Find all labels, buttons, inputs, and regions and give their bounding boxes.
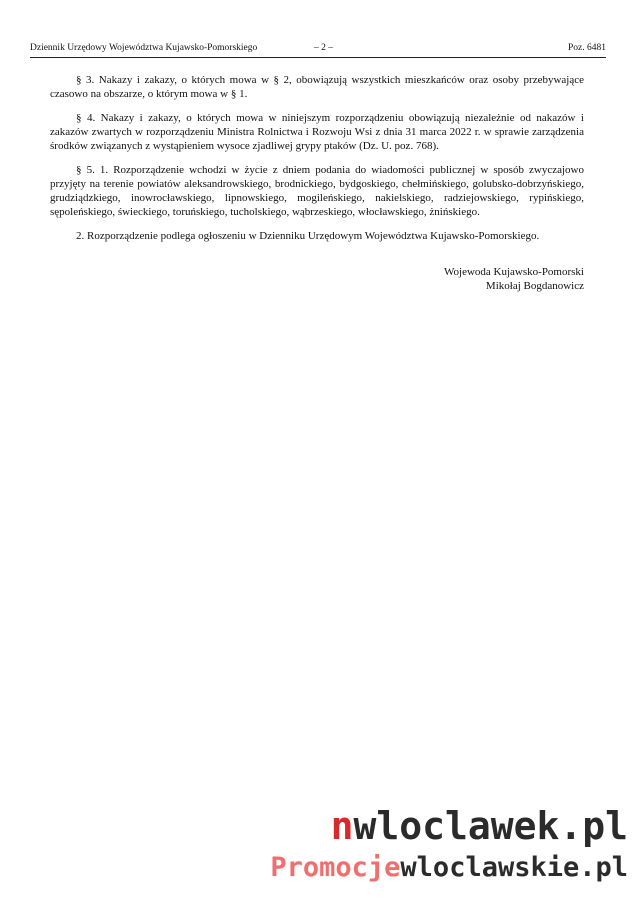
watermark-line-2 [268,852,628,884]
paragraph-section-4: § 4. Nakazy i zakazy, o których mowa w niniejszym rozporządzeniu obowiązują niezależnie od nakazów i zakazów zwartych w rozporządzeniu Ministra Rolnictwa i Rozwoju Wsi z dnia 31 marca 2022 r. w sprawie zarządzenia środków związanych z wystąpieniem wysoce zjadliwej grypy ptaków (Dz. U. poz. 768). [50,112,584,152]
document-body [50,73,584,293]
header-divider [30,57,606,58]
signature-block [50,265,584,293]
signatory-title: Wojewoda Kujawsko-Pomorski [444,266,584,278]
paragraph-section-3: § 3. Nakazy i zakazy, o których mowa w § 2, obowiązują wszystkich mieszkańców oraz osoby przebywające czasowo na obszarze, o którym mowa w § 1. [50,74,584,100]
signatory-name: Mikołaj Bogdanowicz [485,280,584,292]
watermark-line-2-text: wloclawskie.pl [400,852,628,883]
position-number: Poz. 6481 [568,43,606,53]
journal-title: Dziennik Urzędowy Województwa Kujawsko-Pomorskiego [30,43,258,53]
watermark-line-2-accent: Promocje [270,852,401,883]
page-header [30,40,606,56]
paragraph-section-5-2: 2. Rozporządzenie podlega ogłoszeniu w Dzienniku Urzędowym Województwa Kujawsko-Pomorskiego. [76,230,540,242]
watermark [268,806,628,884]
watermark-line-1-text: wloclawek.pl [353,804,628,848]
watermark-line-1 [268,806,628,846]
paragraph-section-5-1: § 5. 1. Rozporządzenie wchodzi w życie z dniem podania do wiadomości publicznej w sposób zwyczajowo przyjęty na terenie powiatów aleksandrowskiego, brodnickiego, bydgoskiego, chełmińskiego, golubsko-dobrzyńskiego, grudziądzkiego, inowrocławskiego, lipnowskiego, mogileńskiego, nakielskiego, radziejowskiego, rypińskiego, sępoleńskiego, świeckiego, toruńskiego, tucholskiego, wąbrzeskiego, włocławskiego, żnińskiego. [50,164,584,218]
watermark-line-1-accent: n [330,804,354,848]
page-number: – 2 – [314,43,333,53]
